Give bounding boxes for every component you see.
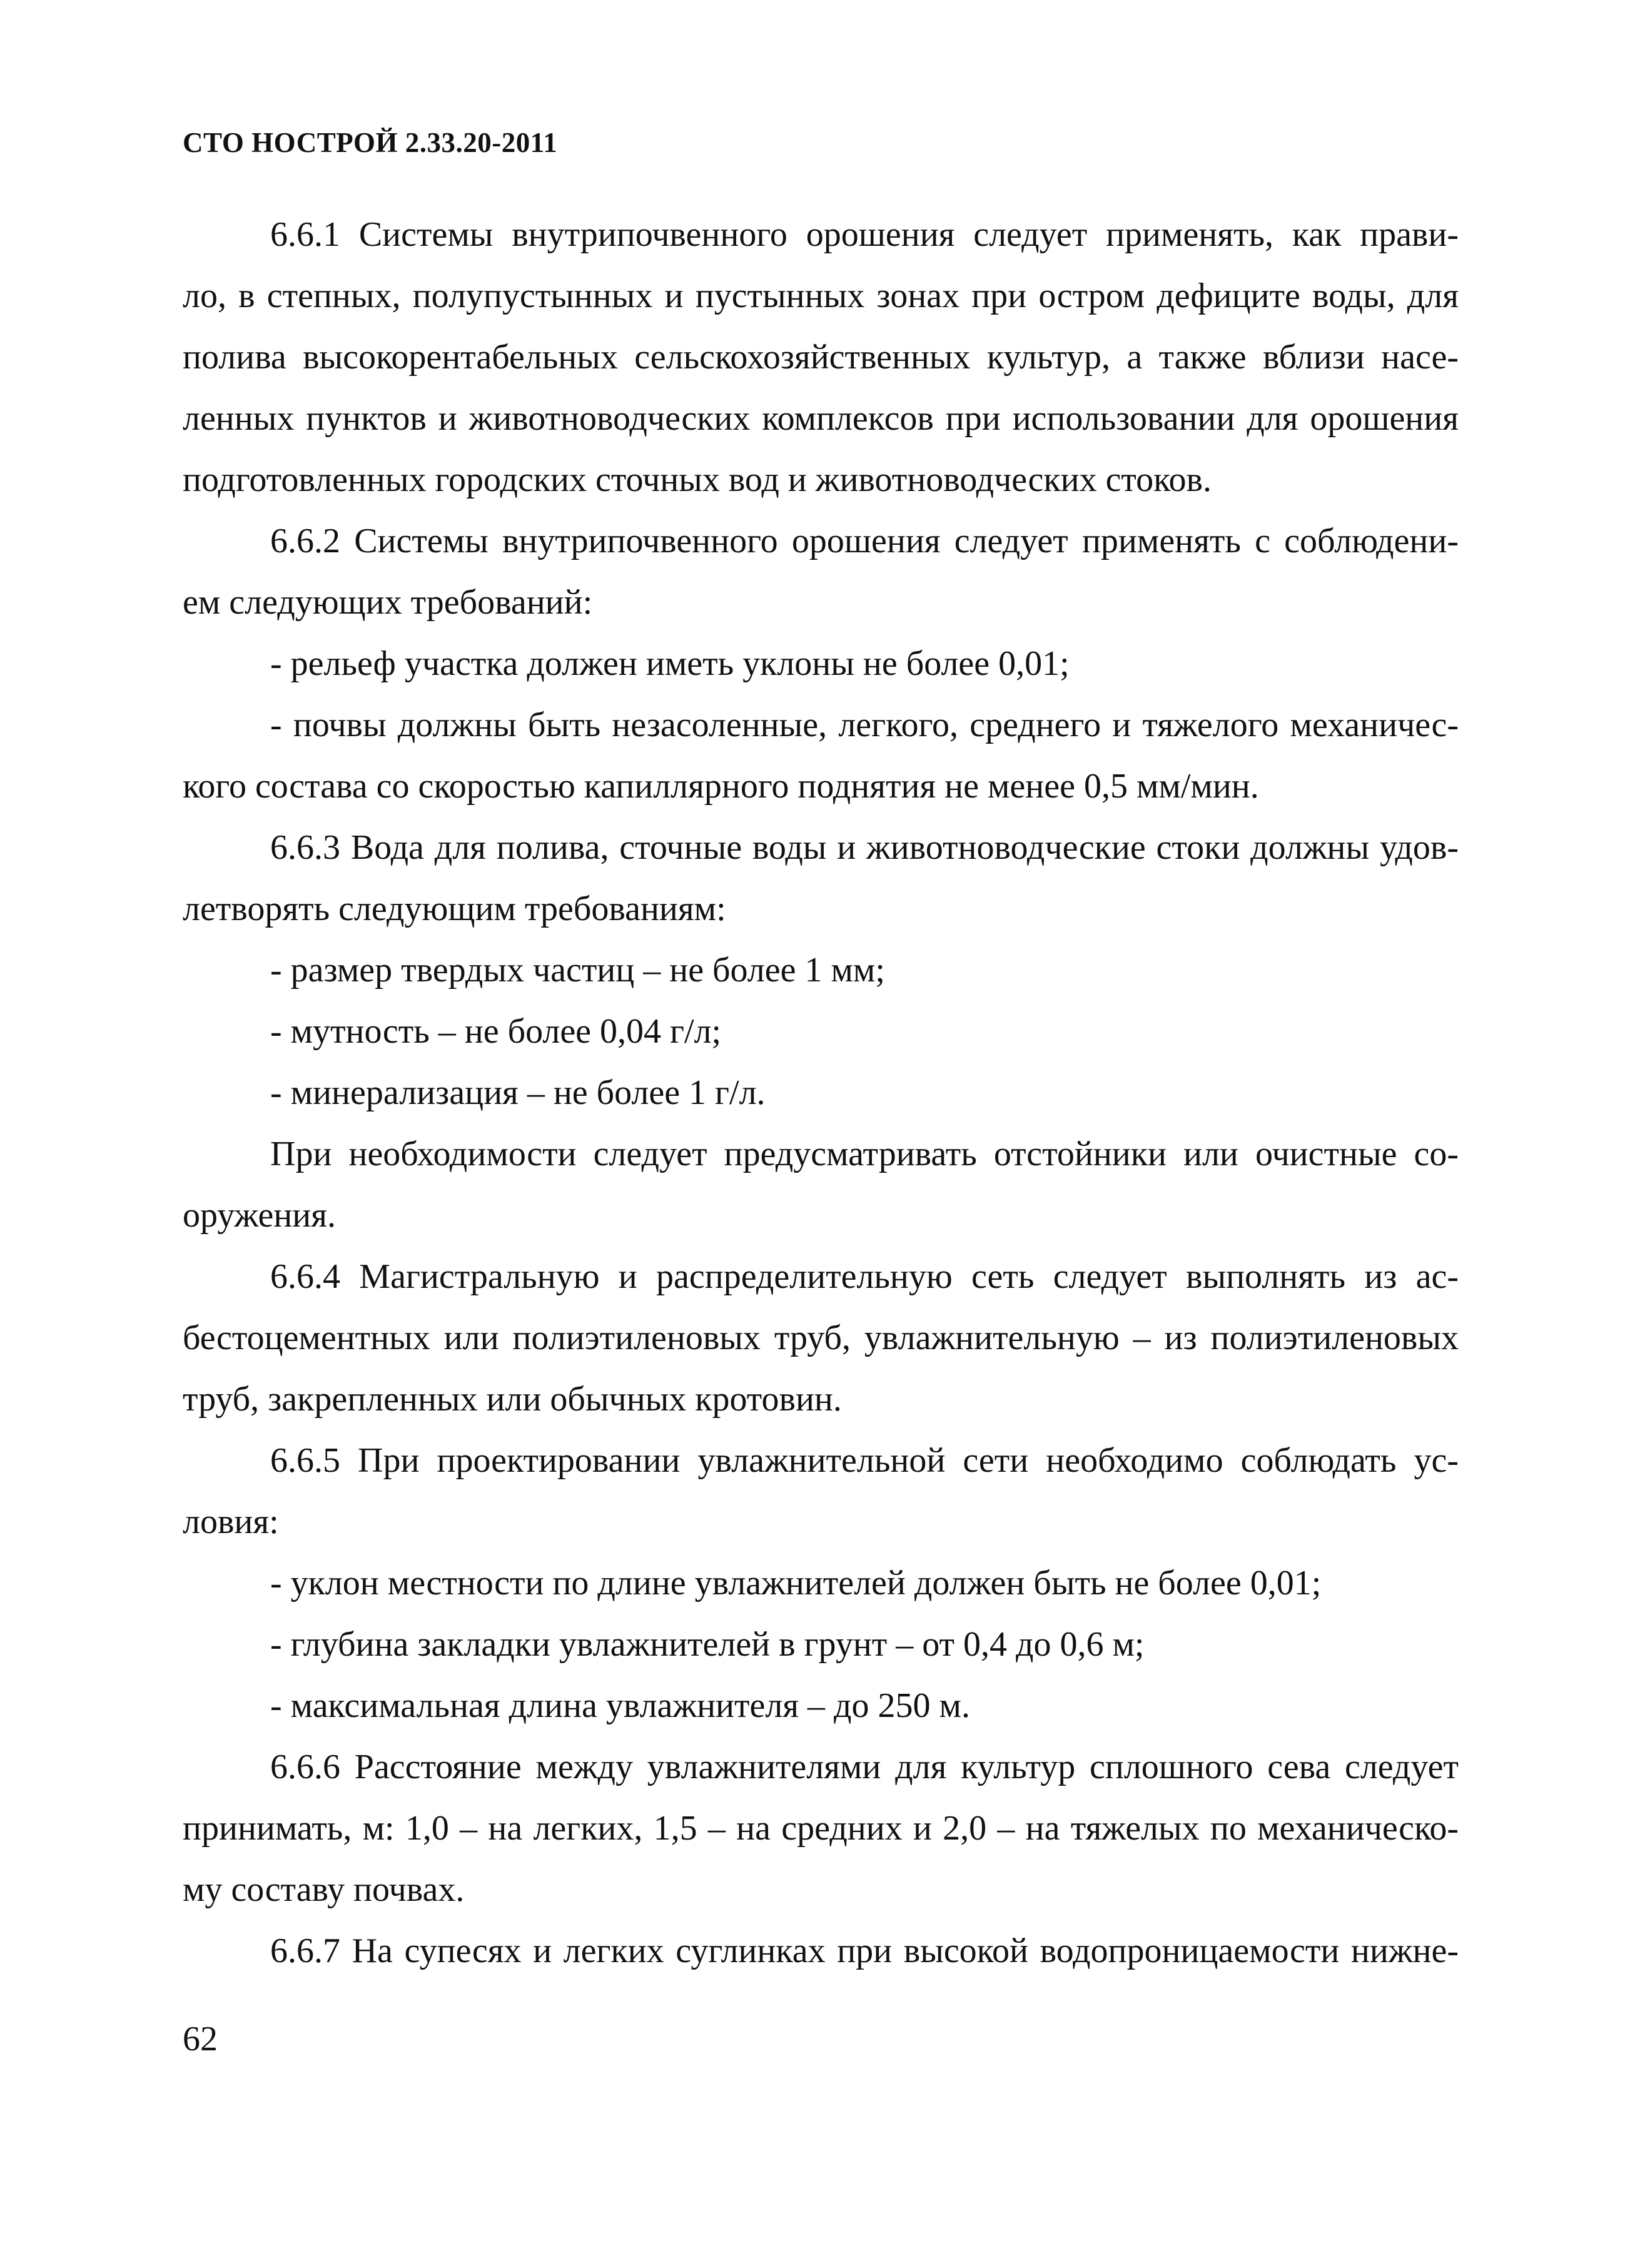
text-line: принимать, м: 1,0 – на легких, 1,5 – на средних и 2,0 – на тяжелых по механическо-	[183, 1809, 1459, 1848]
text-line: оружения.	[183, 1196, 337, 1235]
text-line: - минерализация – не более 1 г/л.	[270, 1073, 766, 1112]
text-line: летворять следующим требованиям:	[183, 889, 726, 928]
text-line: - глубина закладки увлажнителей в грунт – от 0,4 до 0,6 м;	[270, 1625, 1145, 1664]
text-line: 6.6.7 На супесях и легких суглинках при высокой водопроницаемости нижне-	[270, 1931, 1459, 1970]
text-line: полива высокорентабельных сельскохозяйственных культур, а также вблизи насе-	[183, 338, 1459, 377]
text-line: - уклон местности по длине увлажнителей должен быть не более 0,01;	[270, 1564, 1322, 1602]
text-line: ленных пунктов и животноводческих комплексов при использовании для орошения	[183, 399, 1459, 438]
text-line: - максимальная длина увлажнителя – до 250 м.	[270, 1686, 970, 1725]
text-line: 6.6.1 Системы внутрипочвенного орошения следует применять, как прави-	[270, 215, 1459, 254]
text-line: кого состава со скоростью капиллярного поднятия не менее 0,5 мм/мин.	[183, 767, 1259, 806]
text-line: - мутность – не более 0,04 г/л;	[270, 1012, 722, 1051]
text-line: - почвы должны быть незасоленные, легкого, среднего и тяжелого механичес-	[270, 706, 1459, 744]
document-header: СТО НОСТРОЙ 2.33.20-2011	[183, 127, 558, 158]
text-line: ло, в степных, полупустынных и пустынных зонах при остром дефиците воды, для	[183, 276, 1459, 315]
text-line: При необходимости следует предусматривать отстойники или очистные со-	[270, 1135, 1459, 1173]
text-line: 6.6.6 Расстояние между увлажнителями для культур сплошного сева следует	[270, 1748, 1459, 1786]
text-line: 6.6.4 Магистральную и распределительную сеть следует выполнять из ас-	[270, 1257, 1459, 1296]
text-line: подготовленных городских сточных вод и животноводческих стоков.	[183, 460, 1212, 499]
text-line: ловия:	[183, 1502, 279, 1541]
text-line: ем следующих требований:	[183, 583, 593, 622]
text-line: труб, закрепленных или обычных кротовин.	[183, 1380, 842, 1419]
text-line: - размер твердых частиц – не более 1 мм;	[270, 951, 885, 990]
text-line: му составу почвах.	[183, 1870, 465, 1909]
text-line: 6.6.3 Вода для полива, сточные воды и животноводческие стоки должны удов-	[270, 828, 1459, 867]
text-line: - рельеф участка должен иметь уклоны не более 0,01;	[270, 644, 1070, 683]
text-line: бестоцементных или полиэтиленовых труб, увлажнительную – из полиэтиленовых	[183, 1319, 1459, 1357]
text-line: 6.6.5 При проектировании увлажнительной сети необходимо соблюдать ус-	[270, 1441, 1459, 1480]
page-number: 62	[183, 2020, 218, 2058]
text-line: 6.6.2 Системы внутрипочвенного орошения следует применять с соблюдени-	[270, 522, 1459, 560]
